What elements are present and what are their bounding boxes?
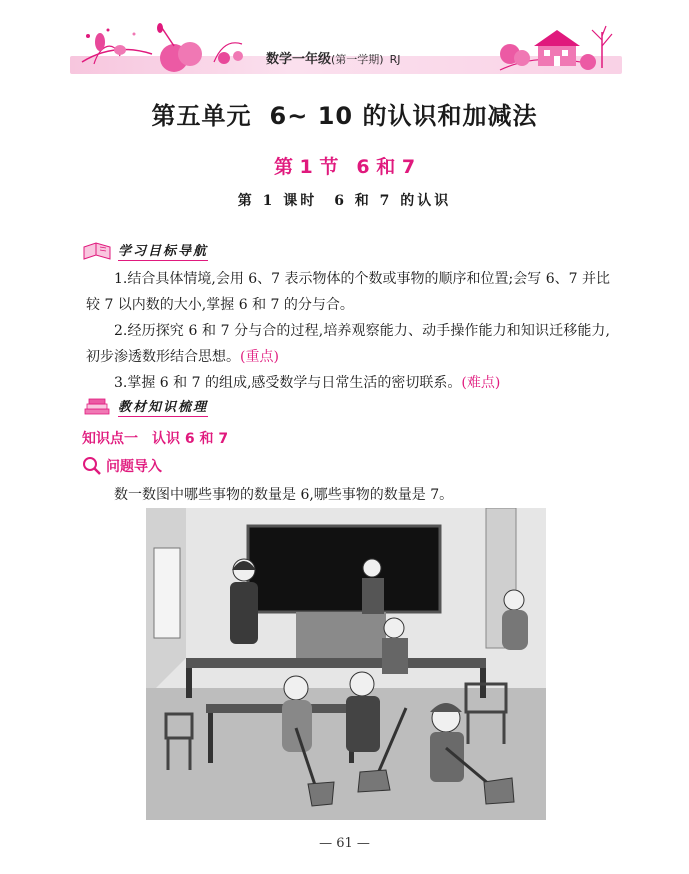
book-icon [82, 239, 112, 261]
section-label: 第 1 节 [273, 156, 339, 178]
goal-item [86, 266, 610, 318]
question-intro-label: 问题导入 [106, 459, 162, 475]
question-intro-heading [82, 456, 162, 476]
section-title [0, 152, 689, 179]
section-topic: 6 和 7 [356, 156, 416, 178]
edition-label: RJ [389, 53, 401, 66]
goal-item [86, 370, 610, 396]
goal-item [86, 318, 610, 370]
goals-list [86, 266, 610, 396]
house-tree-decoration [498, 18, 622, 78]
magnifier-icon [82, 456, 102, 476]
knowledge-point-heading [82, 428, 228, 448]
knowledge-point-title: 认识 6 和 7 [152, 431, 229, 447]
goal-note: (难点) [461, 375, 501, 391]
unit-topic: 6~ 10 的认识和加减法 [269, 102, 538, 130]
unit-prefix: 第五单元 [151, 101, 252, 130]
goals-banner-label: 学习目标导航 [118, 240, 208, 261]
goal-text: 3.掌握 6 和 7 的组成,感受数学与日常生活的密切联系。 [114, 375, 462, 391]
header-title [266, 48, 401, 67]
unit-title [0, 96, 689, 131]
knowledge-point-label: 知识点一 [82, 431, 138, 447]
term-label: (第一学期) [331, 53, 384, 66]
page-number: — 61 — [319, 836, 370, 851]
stacked-books-icon [82, 395, 112, 417]
knowledge-banner [82, 394, 208, 418]
page-header [70, 18, 622, 82]
goals-banner [82, 238, 208, 262]
goal-note: (重点) [240, 349, 279, 365]
lesson-title: 第 1 课时 6 和 7 的认识 [237, 193, 452, 209]
question-text: 数一数图中哪些事物的数量是 6,哪些事物的数量是 7。 [114, 487, 454, 503]
book-title: 数学一年级 [266, 52, 332, 67]
knowledge-banner-label: 教材知识梳理 [118, 396, 208, 417]
flowers-decoration [74, 18, 254, 78]
goal-text: 2.经历探究 6 和 7 分与合的过程,培养观察能力、动手操作能力和知识迁移能力,初步渗透数形结合思想。 [86, 323, 610, 365]
goal-text: 1.结合具体情境,会用 6、7 表示物体的个数或事物的顺序和位置;会写 6、7 并比较 7 以内数的大小,掌握 6 和 7 的分与合。 [86, 271, 610, 313]
classroom-illustration [146, 508, 546, 820]
